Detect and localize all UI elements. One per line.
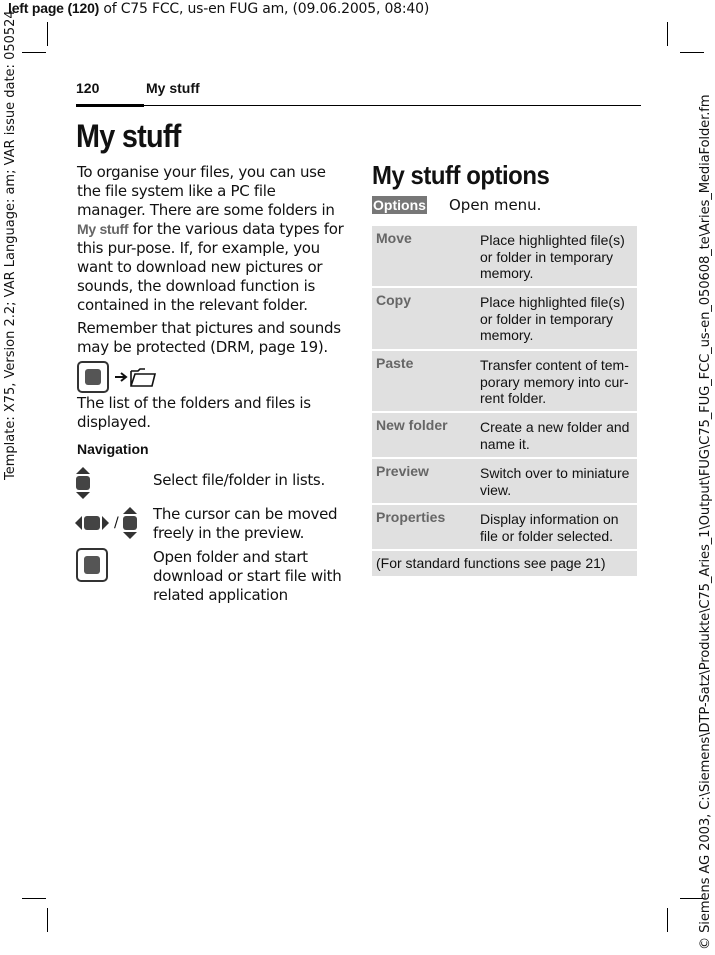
option-name: Paste [376, 355, 414, 371]
page-title: My stuff [76, 118, 181, 154]
my-stuff-menu-reference: My stuff [77, 221, 129, 237]
copyright-sidebar [695, 94, 715, 950]
standard-functions-note [372, 551, 637, 576]
navigation-item-text: Select file/folder in lists. [153, 471, 325, 489]
option-name: Move [376, 230, 412, 246]
template-info-text: Template: X75, Version 2.2; VAR Language: am; VAR issue date: 050524 [3, 10, 18, 480]
intro-text-after: for the various data types for this pur-pose. If, for example, you want to download new pictures or sounds, the download function is contained in the relevant folder. [77, 220, 344, 314]
crop-mark [667, 908, 668, 932]
header-rule-accent [76, 104, 144, 107]
option-description: Place highlighted file(s) or folder in temporary memory. [480, 232, 625, 281]
crop-mark [680, 52, 704, 53]
intro-text-before: To organise your files, you can use the file system like a PC file manager. There are some folders in [77, 163, 335, 219]
options-softkey-description: Open menu. [449, 196, 542, 214]
folder-icon [129, 366, 157, 388]
joystick-four-way-icon [74, 515, 110, 531]
print-header [8, 0, 429, 17]
option-row-preview [372, 459, 637, 503]
option-description: Place highlighted file(s) or folder in temporary memory. [480, 294, 625, 343]
crop-mark [22, 52, 46, 53]
header-rule [76, 105, 641, 106]
option-row-paste [372, 351, 637, 411]
options-softkey: Options [373, 197, 426, 213]
option-name: New folder [376, 417, 448, 433]
crop-mark [667, 22, 668, 46]
page-number: 120 [76, 80, 100, 96]
center-key-icon [77, 361, 109, 393]
crop-mark [47, 22, 48, 46]
option-description: Create a new folder and name it. [480, 419, 630, 452]
options-heading: My stuff options [372, 160, 550, 190]
copyright-path-text: © Siemens AG 2003, C:\Siemens\DTP-Satz\Produkte\C75_Aries_1\Output\FUG\C75_FUG_FCC_us-en_050608_te\Aries_MediaFolder.fm [698, 94, 713, 950]
menu-path [77, 361, 157, 393]
arrow-right-icon [114, 370, 128, 384]
crop-mark [47, 908, 48, 932]
icon-separator: / [114, 515, 119, 531]
option-name: Properties [376, 509, 446, 525]
option-name: Preview [376, 463, 429, 479]
drm-note: Remember that pictures and sounds may be protected (DRM, page 19). [77, 319, 341, 356]
navigation-item-text: The cursor can be moved freely in the preview. [153, 505, 338, 542]
footnote-text: (For standard functions see page 21) [376, 555, 606, 571]
option-description: Display information on file or folder selected. [480, 511, 619, 544]
option-row-properties [372, 505, 637, 549]
joystick-up-down-icon [122, 506, 138, 540]
print-header-rest: of C75 FCC, us-en FUG am, (09.06.2005, 08:40) [99, 1, 430, 17]
print-page-label: left page (120) [8, 0, 100, 16]
navigation-heading: Navigation [77, 441, 149, 457]
option-name: Copy [376, 292, 411, 308]
option-row-move [372, 226, 637, 286]
option-description: Switch over to miniature view. [480, 465, 630, 498]
template-info-sidebar [0, 10, 20, 955]
list-note: The list of the folders and files is displayed. [77, 394, 311, 431]
crop-mark [22, 898, 46, 899]
option-description: Transfer content of tem-porary memory into cur-rent folder. [480, 357, 629, 406]
joystick-up-down-icon [74, 466, 92, 500]
option-row-copy [372, 288, 637, 349]
option-row-new-folder [372, 413, 637, 457]
center-key-icon [76, 548, 108, 582]
navigation-item-icons [74, 506, 138, 540]
running-header-title: My stuff [146, 80, 200, 96]
navigation-item-text: Open folder and start download or start file with related application [153, 548, 342, 604]
intro-paragraph [77, 163, 347, 315]
